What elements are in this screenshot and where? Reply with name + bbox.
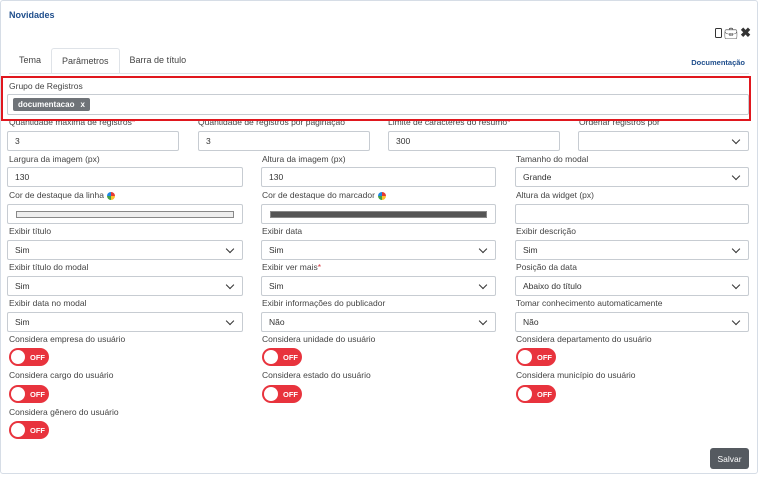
cargo-label: Considera cargo do usuário bbox=[9, 370, 114, 380]
chevron-down-icon bbox=[226, 316, 234, 324]
qtd-pag-label: Quantidade de registros por paginação bbox=[198, 117, 345, 127]
ordenar-select[interactable] bbox=[578, 131, 749, 151]
exibir-info-publicador-select[interactable] bbox=[261, 312, 496, 332]
chevron-down-icon bbox=[732, 171, 740, 179]
grupo-label: Grupo de Registros bbox=[9, 81, 83, 91]
exibir-data-modal-value: Sim bbox=[15, 317, 30, 327]
color-wheel-icon[interactable] bbox=[378, 192, 386, 200]
exibir-data-modal-label: Exibir data no modal bbox=[9, 298, 87, 308]
tomar-conhecimento-label: Tomar conhecimento automaticamente bbox=[516, 298, 663, 308]
toggle-knob bbox=[11, 387, 25, 401]
exibir-titulo-select[interactable] bbox=[7, 240, 243, 260]
window-icons bbox=[715, 25, 751, 41]
save-button[interactable]: Salvar bbox=[710, 448, 749, 469]
largura-input[interactable]: 130 bbox=[7, 167, 243, 187]
exibir-ver-mais-label: Exibir ver mais* bbox=[262, 262, 322, 272]
altura-label: Altura da imagem (px) bbox=[262, 154, 346, 164]
color-wheel-icon[interactable] bbox=[107, 192, 115, 200]
cor-marcador-picker[interactable] bbox=[261, 204, 496, 224]
empresa-label: Considera empresa do usuário bbox=[9, 334, 126, 344]
tamanho-modal-select[interactable] bbox=[515, 167, 749, 187]
toggle-knob bbox=[264, 350, 278, 364]
cor-marcador-label: Cor de destaque do marcador bbox=[262, 190, 386, 200]
tamanho-modal-label: Tamanho do modal bbox=[516, 154, 589, 164]
cor-linha-label: Cor de destaque da linha bbox=[9, 190, 115, 200]
exibir-data-value: Sim bbox=[269, 245, 284, 255]
exibir-titulo-modal-select[interactable] bbox=[7, 276, 243, 296]
toggle-state: OFF bbox=[30, 425, 45, 435]
documentation-link[interactable]: Documentação bbox=[691, 58, 745, 67]
unidade-label: Considera unidade do usuário bbox=[262, 334, 376, 344]
chevron-down-icon bbox=[732, 244, 740, 252]
toggle-knob bbox=[11, 423, 25, 437]
chevron-down-icon bbox=[226, 280, 234, 288]
altura-widget-input[interactable] bbox=[515, 204, 749, 224]
exibir-descricao-label: Exibir descrição bbox=[516, 226, 576, 236]
tomar-conhecimento-value: Não bbox=[523, 317, 539, 327]
municipio-label: Considera município do usuário bbox=[516, 370, 636, 380]
estado-toggle[interactable] bbox=[262, 385, 302, 403]
tab-tema[interactable]: Tema bbox=[19, 55, 42, 65]
largura-label: Largura da imagem (px) bbox=[9, 154, 100, 164]
qtd-max-input[interactable]: 3 bbox=[7, 131, 179, 151]
tab-parametros[interactable]: Parâmetros bbox=[51, 48, 120, 74]
tab-barra-de-titulo[interactable]: Barra de título bbox=[129, 55, 187, 65]
cargo-toggle[interactable] bbox=[9, 385, 49, 403]
briefcase-icon[interactable]: 💼︎ bbox=[724, 27, 739, 40]
chevron-down-icon bbox=[732, 135, 740, 143]
tab-divider bbox=[9, 73, 749, 74]
cor-linha-swatch bbox=[16, 211, 234, 218]
limite-input[interactable]: 300 bbox=[388, 131, 560, 151]
exibir-data-modal-select[interactable] bbox=[7, 312, 243, 332]
toggle-knob bbox=[264, 387, 278, 401]
chip-remove-icon[interactable]: x bbox=[80, 100, 85, 109]
panel-title: Novidades bbox=[9, 10, 55, 20]
departamento-toggle[interactable] bbox=[516, 348, 556, 366]
exibir-ver-mais-value: Sim bbox=[269, 281, 284, 291]
genero-label: Considera gênero do usuário bbox=[9, 407, 119, 417]
grupo-chip-label: documentacao bbox=[18, 100, 75, 109]
empresa-toggle[interactable] bbox=[9, 348, 49, 366]
tab-bar bbox=[9, 48, 196, 74]
posicao-data-label: Posição da data bbox=[516, 262, 577, 272]
qtd-pag-input[interactable]: 3 bbox=[198, 131, 370, 151]
toggle-state: OFF bbox=[283, 389, 298, 399]
posicao-data-select[interactable] bbox=[515, 276, 749, 296]
cor-marcador-swatch bbox=[270, 211, 487, 218]
posicao-data-value: Abaixo do título bbox=[523, 281, 582, 291]
limite-label: Limite de caracteres do resumo* bbox=[388, 117, 511, 127]
cor-linha-picker[interactable] bbox=[7, 204, 243, 224]
toggle-state: OFF bbox=[537, 389, 552, 399]
toggle-knob bbox=[518, 350, 532, 364]
toggle-knob bbox=[11, 350, 25, 364]
chevron-down-icon bbox=[732, 316, 740, 324]
tamanho-modal-value: Grande bbox=[523, 172, 552, 182]
tomar-conhecimento-select[interactable] bbox=[515, 312, 749, 332]
toggle-state: OFF bbox=[537, 352, 552, 362]
exibir-data-label: Exibir data bbox=[262, 226, 303, 236]
close-icon[interactable]: ✖ bbox=[740, 25, 751, 40]
exibir-data-select[interactable] bbox=[261, 240, 496, 260]
departamento-label: Considera departamento do usuário bbox=[516, 334, 652, 344]
toggle-state: OFF bbox=[283, 352, 298, 362]
exibir-titulo-label: Exibir título bbox=[9, 226, 52, 236]
chevron-down-icon bbox=[479, 280, 487, 288]
ordenar-label: Ordenar registros por bbox=[579, 117, 660, 127]
exibir-ver-mais-select[interactable] bbox=[261, 276, 496, 296]
highlight-box bbox=[1, 76, 751, 121]
toggle-knob bbox=[518, 387, 532, 401]
altura-input[interactable]: 130 bbox=[261, 167, 496, 187]
phone-icon[interactable] bbox=[715, 28, 722, 38]
exibir-titulo-modal-value: Sim bbox=[15, 281, 30, 291]
genero-toggle[interactable] bbox=[9, 421, 49, 439]
exibir-titulo-value: Sim bbox=[15, 245, 30, 255]
municipio-toggle[interactable] bbox=[516, 385, 556, 403]
exibir-titulo-modal-label: Exibir título do modal bbox=[9, 262, 89, 272]
qtd-max-label: Quantidade máxima de registros* bbox=[9, 117, 136, 127]
toggle-state: OFF bbox=[30, 389, 45, 399]
exibir-info-publicador-value: Não bbox=[269, 317, 285, 327]
chevron-down-icon bbox=[732, 280, 740, 288]
estado-label: Considera estado do usuário bbox=[262, 370, 371, 380]
toggle-state: OFF bbox=[30, 352, 45, 362]
chevron-down-icon bbox=[479, 316, 487, 324]
exibir-descricao-value: Sim bbox=[523, 245, 538, 255]
exibir-info-publicador-label: Exibir informações do publicador bbox=[262, 298, 386, 308]
chevron-down-icon bbox=[226, 244, 234, 252]
unidade-toggle[interactable] bbox=[262, 348, 302, 366]
exibir-descricao-select[interactable] bbox=[515, 240, 749, 260]
altura-widget-label: Altura da widget (px) bbox=[516, 190, 594, 200]
chevron-down-icon bbox=[479, 244, 487, 252]
